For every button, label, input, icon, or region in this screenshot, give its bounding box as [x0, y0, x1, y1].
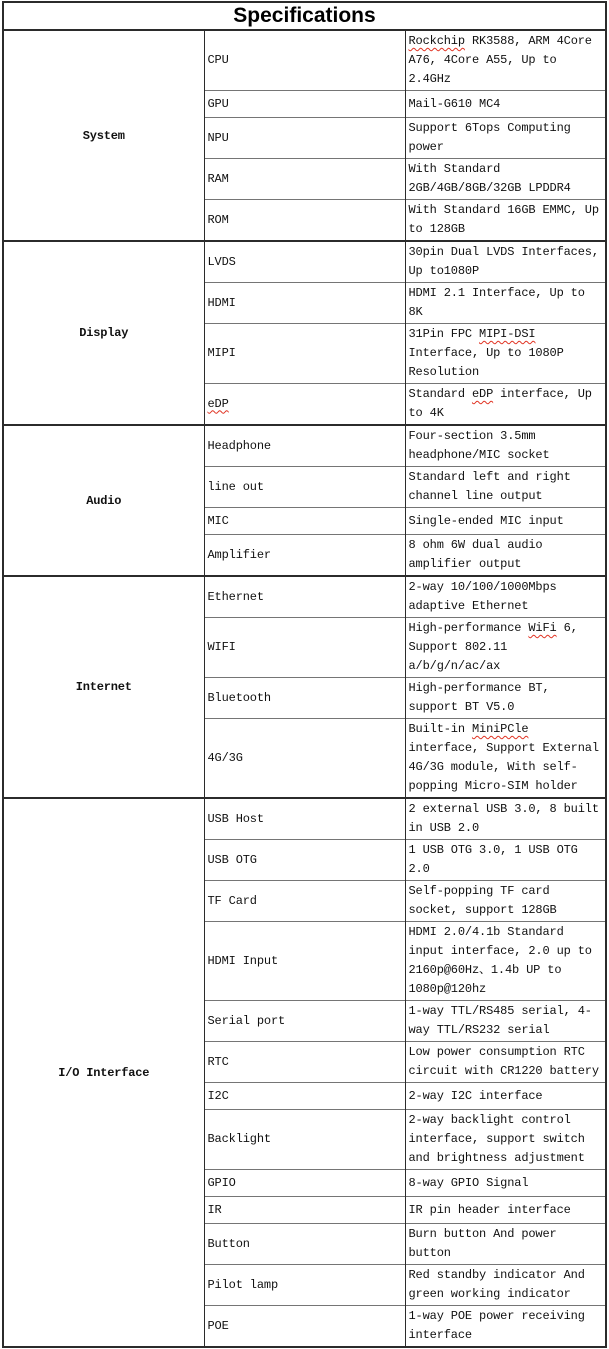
spec-value-cell: 8 ohm 6W dual audio amplifier output	[405, 535, 606, 577]
category-cell: Audio	[3, 425, 204, 576]
spec-value-cell: 2-way backlight control interface, support switch and brightness adjustment	[405, 1110, 606, 1170]
spec-value-cell: Single-ended MIC input	[405, 508, 606, 535]
spec-label-cell: Bluetooth	[204, 678, 405, 719]
spec-row	[3, 576, 606, 618]
spec-label-cell: Ethernet	[204, 576, 405, 618]
spec-label-cell: HDMI	[204, 283, 405, 324]
spec-value-cell: High-performance BT, support BT V5.0	[405, 678, 606, 719]
spec-label-cell: NPU	[204, 118, 405, 159]
spec-row	[3, 241, 606, 283]
spec-value-cell: Rockchip RK3588, ARM 4Core A76, 4Core A55, Up to 2.4GHz	[405, 30, 606, 91]
spec-value-cell: 2-way I2C interface	[405, 1083, 606, 1110]
spec-value-cell: 1-way TTL/RS485 serial, 4-way TTL/RS232 serial	[405, 1001, 606, 1042]
spec-value-cell: HDMI 2.1 Interface, Up to 8K	[405, 283, 606, 324]
spec-value-cell: Red standby indicator And green working indicator	[405, 1265, 606, 1306]
category-cell: I/O Interface	[3, 798, 204, 1347]
spec-value-cell: IR pin header interface	[405, 1197, 606, 1224]
spec-label-cell: USB Host	[204, 798, 405, 840]
spellcheck-underline: Rockchip	[408, 34, 465, 48]
spec-label-cell: LVDS	[204, 241, 405, 283]
spec-value-cell: Mail-G610 MC4	[405, 91, 606, 118]
spec-label-cell: RAM	[204, 159, 405, 200]
spec-value-cell: Support 6Tops Computing power	[405, 118, 606, 159]
spec-value-cell: Standard eDP interface, Up to 4K	[405, 384, 606, 426]
spec-row	[3, 798, 606, 840]
spec-value-cell: Burn button And power button	[405, 1224, 606, 1265]
category-cell: System	[3, 30, 204, 241]
spec-label-cell: USB OTG	[204, 840, 405, 881]
spec-row	[3, 30, 606, 91]
spec-value-cell: Self-popping TF card socket, support 128GB	[405, 881, 606, 922]
spec-label-cell: IR	[204, 1197, 405, 1224]
spec-row	[3, 425, 606, 467]
spec-label-cell: Pilot lamp	[204, 1265, 405, 1306]
title-row	[3, 2, 606, 30]
spec-value-cell: Built-in MiniPCle interface, Support External 4G/3G module, With self-popping Micro-SIM holder	[405, 719, 606, 799]
spec-label-cell: GPIO	[204, 1170, 405, 1197]
spec-label-cell: Amplifier	[204, 535, 405, 577]
spec-label-cell: MIPI	[204, 324, 405, 384]
spec-value-cell: With Standard 16GB EMMC, Up to 128GB	[405, 200, 606, 242]
spec-value-cell: 1-way POE power receiving interface	[405, 1306, 606, 1348]
spec-label-cell: CPU	[204, 30, 405, 91]
spec-label-cell: Serial port	[204, 1001, 405, 1042]
table-header	[3, 2, 606, 30]
spec-label-cell: POE	[204, 1306, 405, 1348]
spec-value-cell: Standard left and right channel line output	[405, 467, 606, 508]
spec-label-cell: GPU	[204, 91, 405, 118]
spec-label-cell: Headphone	[204, 425, 405, 467]
spec-label-cell: 4G/3G	[204, 719, 405, 799]
spellcheck-underline: eDP	[471, 387, 494, 401]
spellcheck-underline: WiFi	[528, 621, 557, 635]
spec-label-cell: Backlight	[204, 1110, 405, 1170]
spec-label-cell: MIC	[204, 508, 405, 535]
spec-value-cell: High-performance WiFi 6, Support 802.11 a/b/g/n/ac/ax	[405, 618, 606, 678]
spec-label-cell	[204, 384, 405, 426]
spec-table-body	[3, 30, 606, 1347]
spec-value-cell: With Standard 2GB/4GB/8GB/32GB LPDDR4	[405, 159, 606, 200]
spec-label-cell: line out	[204, 467, 405, 508]
spec-label-cell: Button	[204, 1224, 405, 1265]
spec-value-cell: Four-section 3.5mm headphone/MIC socket	[405, 425, 606, 467]
spec-value-cell: 30pin Dual LVDS Interfaces, Up to1080P	[405, 241, 606, 283]
page-title: Specifications	[3, 2, 606, 30]
spec-value-cell: 2 external USB 3.0, 8 built in USB 2.0	[405, 798, 606, 840]
spec-label-cell: RTC	[204, 1042, 405, 1083]
spellcheck-underline: MIPI-DSI	[479, 327, 536, 341]
category-cell: Internet	[3, 576, 204, 798]
spec-value-cell: HDMI 2.0/4.1b Standard input interface, 2.0 up to 2160p@60Hz、1.4b UP to 1080p@120hz	[405, 922, 606, 1001]
spec-label-cell: ROM	[204, 200, 405, 242]
spec-value-cell: 2-way 10/100/1000Mbps adaptive Ethernet	[405, 576, 606, 618]
specifications-table	[2, 1, 607, 1348]
spec-label-cell: TF Card	[204, 881, 405, 922]
spec-value-cell: Low power consumption RTC circuit with CR1220 battery	[405, 1042, 606, 1083]
spec-value-cell: 31Pin FPC MIPI-DSI Interface, Up to 1080P Resolution	[405, 324, 606, 384]
spec-label-cell: I2C	[204, 1083, 405, 1110]
spellcheck-underline: eDP	[207, 396, 229, 411]
spellcheck-underline: MiniPCle	[471, 722, 529, 736]
spec-label-cell: HDMI Input	[204, 922, 405, 1001]
spec-value-cell: 8-way GPIO Signal	[405, 1170, 606, 1197]
spec-value-cell: 1 USB OTG 3.0, 1 USB OTG 2.0	[405, 840, 606, 881]
spec-label-cell: WIFI	[204, 618, 405, 678]
category-cell: Display	[3, 241, 204, 425]
